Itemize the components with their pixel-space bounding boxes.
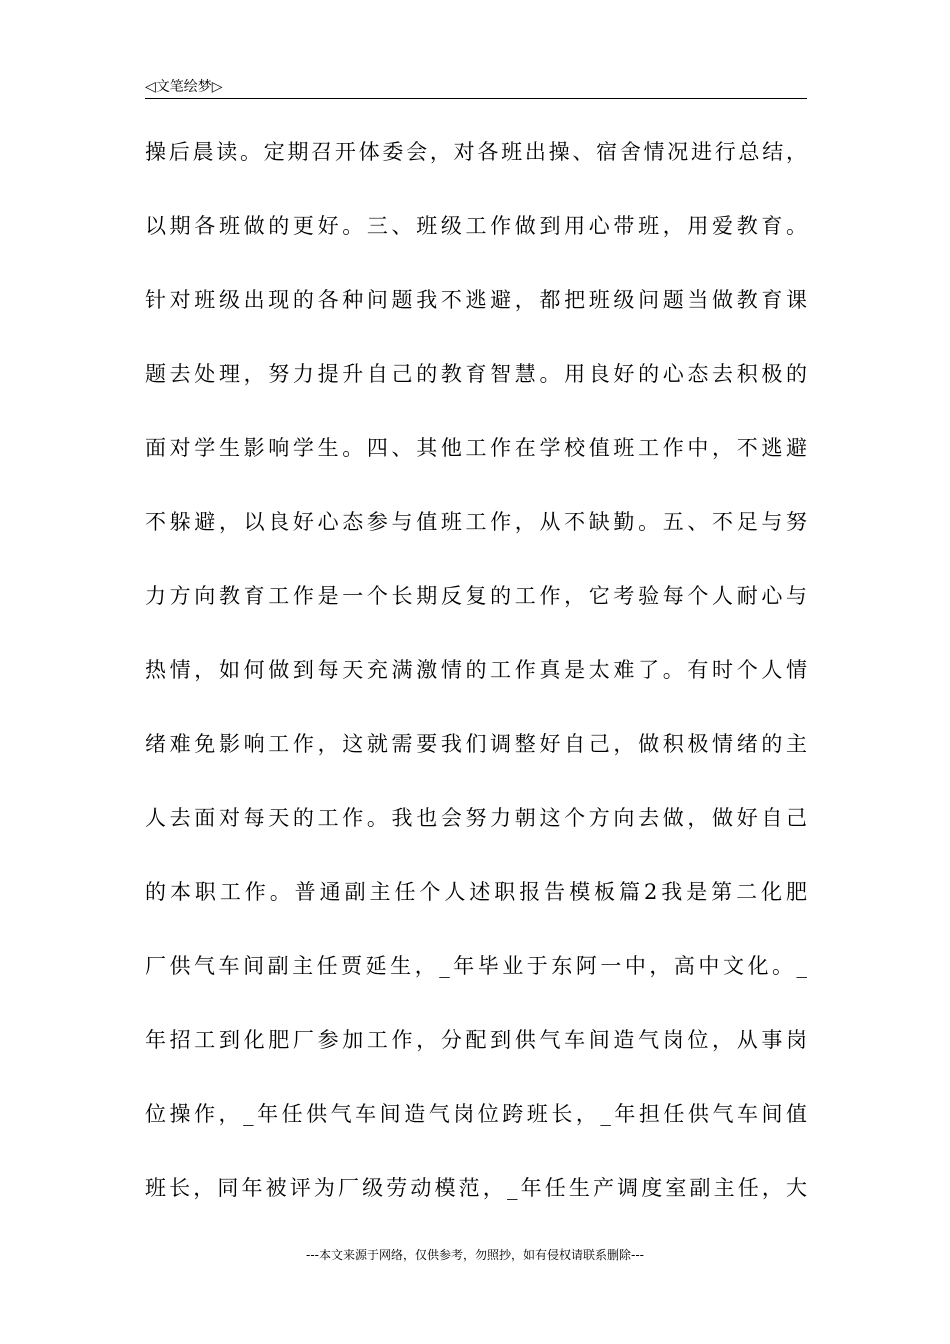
text-line: 针对班级出现的各种问题我不逃避，都把班级问题当做教育课 [145, 288, 807, 312]
text-line: 的本职工作。普通副主任个人述职报告模板篇2我是第二化肥 [145, 880, 807, 904]
header-title: ◁文笔绘梦▷ [145, 79, 223, 95]
text-line: 操后晨读。定期召开体委会，对各班出操、宿舍情况进行总结， [145, 140, 807, 164]
text-line: 面对学生影响学生。四、其他工作在学校值班工作中，不逃避 [145, 436, 807, 460]
text-line: 位操作，_年任供气车间造气岗位跨班长，_年担任供气车间值 [145, 1102, 807, 1126]
page-header [145, 74, 807, 99]
text-line: 人去面对每天的工作。我也会努力朝这个方向去做，做好自己 [145, 806, 807, 830]
text-line: 热情，如何做到每天充满激情的工作真是太难了。有时个人情 [145, 658, 807, 682]
text-line: 题去处理，努力提升自己的教育智慧。用良好的心态去积极的 [145, 362, 807, 386]
text-line: 不躲避，以良好心态参与值班工作，从不缺勤。五、不足与努 [145, 510, 807, 534]
text-line: 班长，同年被评为厂级劳动模范，_年任生产调度室副主任，大 [145, 1176, 807, 1200]
text-line: 以期各班做的更好。三、班级工作做到用心带班，用爱教育。 [145, 214, 807, 238]
text-line: 年招工到化肥厂参加工作，分配到供气车间造气岗位，从事岗 [145, 1028, 807, 1052]
text-line: 厂供气车间副主任贾延生，_年毕业于东阿一中，高中文化。_ [145, 954, 807, 978]
text-line: 绪难免影响工作，这就需要我们调整好自己，做积极情绪的主 [145, 732, 807, 756]
text-line: 力方向教育工作是一个长期反复的工作，它考验每个人耐心与 [145, 584, 807, 608]
footer-disclaimer: ---本文来源于网络，仅供参考，勿照抄，如有侵权请联系删除--- [306, 1248, 644, 1262]
